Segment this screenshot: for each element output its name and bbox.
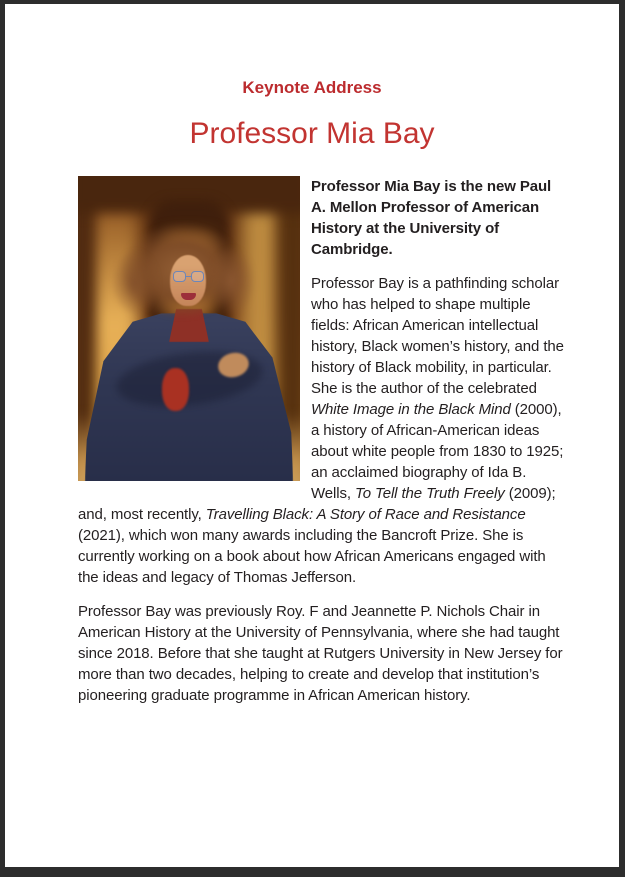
bio-book-title-2: To Tell the Truth Freely <box>355 485 505 502</box>
document-page <box>5 4 619 867</box>
photo-hair-left <box>111 249 160 316</box>
intro-paragraph: Professor Mia Bay is the new Paul A. Mellon Professor of American History at the University of Cambridge. <box>311 178 552 258</box>
photo-glasses <box>173 271 204 282</box>
keynote-eyebrow: Keynote Address <box>242 78 382 97</box>
bio-text-1: Professor Bay is a pathfinding scholar who has helped to shape multiple fields: African American intellectual history, Black women’s history, and the history of Black mobility, in particular. She is the author of the celebrated <box>311 275 564 397</box>
photo-hair-right <box>207 246 256 316</box>
page-title: Professor Mia Bay <box>189 117 435 150</box>
bio-book-title-1: White Image in the Black Mind <box>311 401 511 418</box>
bio-text-2: (2000), a history of African-American ideas about white people from 1830 to 1925; an acclaimed biography of Ida B. Wells, <box>311 401 564 502</box>
portrait-photo <box>78 176 300 481</box>
bio-text-4: (2021), which won many awards including the Bancroft Prize. She is currently working on a book about how African Americans engaged with the ideas and legacy of Thomas Jefferson. <box>78 527 546 586</box>
photo-red-cuff <box>162 368 189 411</box>
career-paragraph: Professor Bay was previously Roy. F and Jeannette P. Nichols Chair in American History at the University of Pennsylvania, where she had taught since 2018. Before that she taught at Rutgers University in New Jersey for more than two decades, helping to create and develop that institution’s pioneering graduate programme in African American history. <box>78 603 563 704</box>
bio-book-title-3: Travelling Black: A Story of Race and Resistance <box>205 506 526 523</box>
photo-smile <box>181 293 196 300</box>
biography-article <box>78 176 567 706</box>
bio-text-3: (2009); and, most recently, <box>78 485 556 523</box>
photo-glasses-lens-right <box>191 271 204 282</box>
photo-glasses-lens-left <box>173 271 186 282</box>
